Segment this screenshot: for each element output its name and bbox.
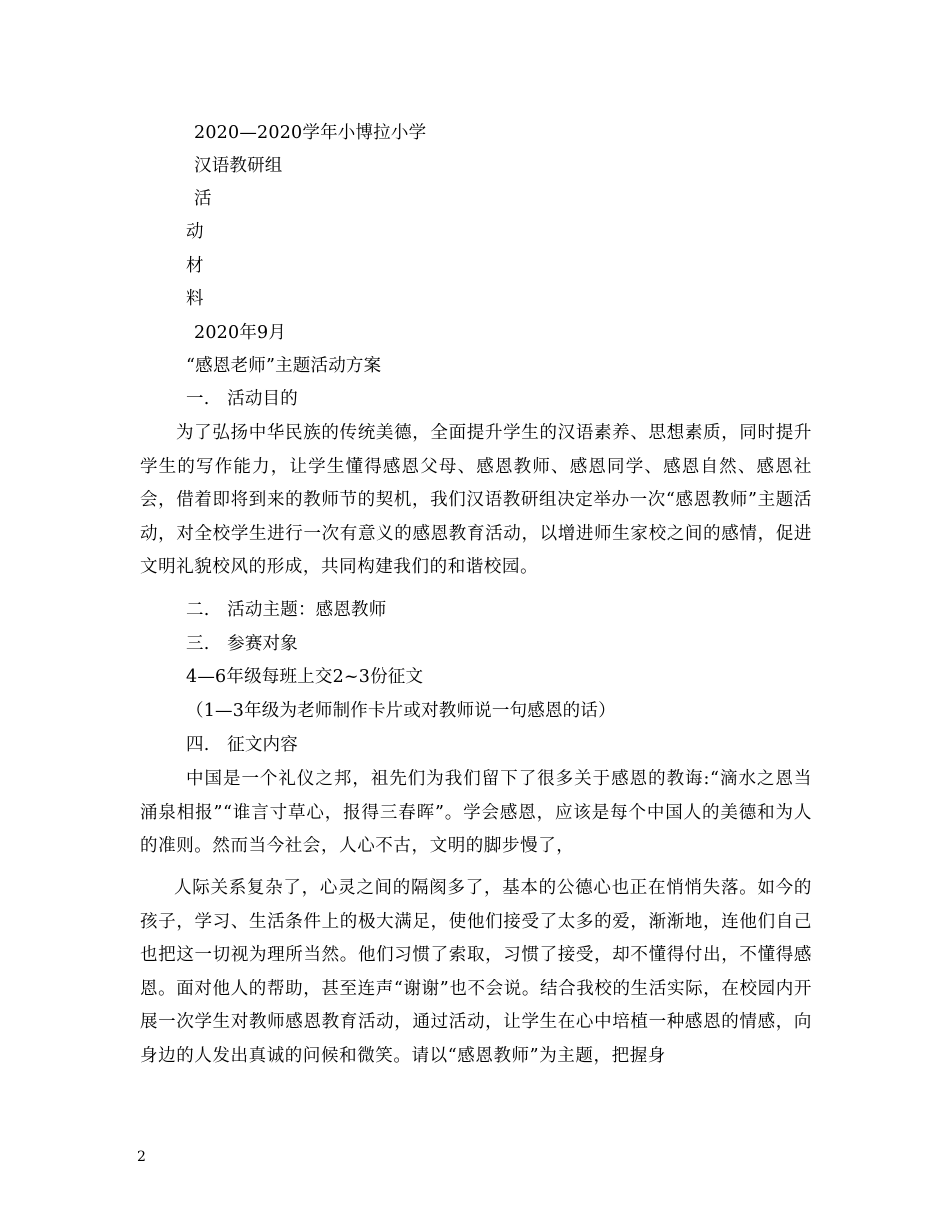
cover-word-2: 动: [186, 222, 204, 242]
section3-line-2: （1—3年级为老师制作卡片或对教师说一句感恩的话）: [186, 701, 616, 721]
section4-body-2: 人际关系复杂了，心灵之间的隔阂多了，基本的公德心也正在悄悄失落。如今的孩子，学习、生活条件上的极大满足，使他们接受了太多的爱，渐渐地，连他们自己也把这一切视为理所当然。他们习惯了索取，习惯了接受，却不懂得付出，不懂得感恩。面对他人的帮助，甚至连声“谢谢”也不会说。结合我校的生活实际，在校园内开展一次学生对教师感恩教育活动，通过活动，让学生在心中培植一种感恩的情感，向身边的人发出真诚的问候和微笑。请以“感恩教师”为主题，把握身: [140, 878, 812, 1066]
date-line: 2020年9月: [194, 323, 287, 343]
section1-heading: 一. 活动目的: [186, 389, 298, 409]
school-year-line: 2020—2020学年小博拉小学: [194, 123, 427, 143]
section3-line-1: 4—6年级每班上交2~3份征文: [186, 667, 424, 687]
cover-word-1: 活: [194, 189, 212, 209]
section3-heading: 三. 参赛对象: [186, 634, 298, 654]
section1-body: 为了弘扬中华民族的传统美德，全面提升学生的汉语素养、思想素质，同时提升学生的写作能力，让学生懂得感恩父母、感恩教师、感恩同学、感恩自然、感恩社会，借着即将到来的教师节的契机，我们汉语教研组决定举办一次“感恩教师”主题活动，对全校学生进行一次有意义的感恩教育活动，以增进师生家校之间的感情，促进文明礼貌校风的形成，共同构建我们的和谐校园。: [140, 423, 812, 577]
group-name-line: 汉语教研组: [194, 156, 283, 176]
section4-heading: 四. 征文内容: [186, 735, 298, 755]
plan-title: “感恩老师”主题活动方案: [186, 356, 382, 376]
page-number: 2: [137, 1149, 146, 1165]
cover-word-4: 料: [186, 289, 204, 309]
section2-heading: 二. 活动主题：感恩教师: [186, 600, 387, 620]
cover-word-3: 材: [186, 256, 204, 276]
section4-body-1: 中国是一个礼仪之邦，祖先们为我们留下了很多关于感恩的教诲:“滴水之恩当涌泉相报”“谁言寸草心，报得三春晖”。学会感恩，应该是每个中国人的美德和为人的准则。然而当今社会，人心不古，文明的脚步慢了，: [140, 769, 812, 856]
